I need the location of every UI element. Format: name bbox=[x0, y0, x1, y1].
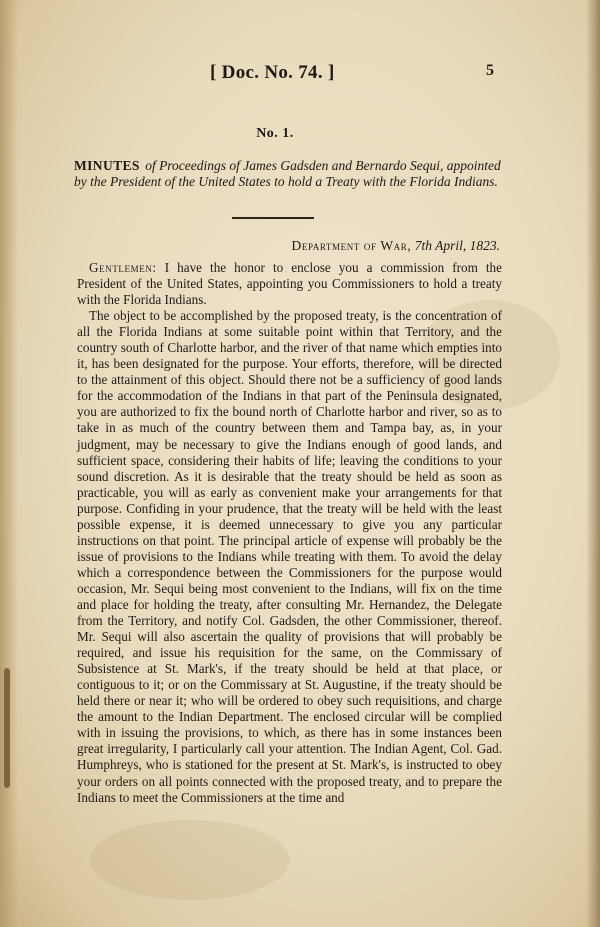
binding-thread bbox=[4, 668, 10, 788]
doc-number: [ Doc. No. 74. ] bbox=[210, 62, 335, 83]
divider-rule bbox=[232, 217, 314, 219]
paragraph-1-text: I have the honor to enclose you a commission from the President of the United States, appointing you Commissioners to hold a treaty with the Florida Indians. bbox=[77, 260, 503, 308]
page-edge-shadow bbox=[586, 0, 600, 927]
dateline bbox=[0, 238, 500, 254]
page-header bbox=[0, 62, 600, 88]
minutes-title-rest: of Proceedings of James Gadsden and Bernardo Sequi, appointed by the President of the United States to hold a Treaty with the Florida Indians. bbox=[74, 158, 501, 189]
page-number: 5 bbox=[486, 62, 494, 79]
letter-paragraph: The object to be accomplished by the proposed treaty, is the concentration of all the Florida Indians at some suitable point within that Territory, and the country south of Charlotte harbor, and the river of that name which empties into it, has been designated for the purpose. Your efforts, therefore, will be directed to the attainment of this object. Should there not be a sufficiency of good lands for the accommodation of the Indians in that part of the Peninsula designated, you are authorized to fix the bound north of Charlotte harbor and river, so as to take in as much of the country between them and Tampa bay, as, in your judgment, may be necessary to give the Indians enough of good lands, and sufficient space, considering their habits of life; leaving the conditions to your sound discretion. As it is desirable that the treaty should be held as soon as practicable, you will as early as convenient make your arrangements for that purpose. Confiding in your prudence, that the treaty will be held with the least possible expense, it is deemed unnecessary to give you any particular instructions on that point. The principal article of expense will probably be the issue of provisions to the Indians while treating with them. To avoid the delay which a correspondence between the Commissioners for the purpose would occasion, Mr. Sequi being most convenient to the Indians, will fix on the time and place for holding the treaty, after consulting Mr. Hernandez, the Delegate from the Territory, and notify Col. Gadsden, the other Commissioner, thereof. Mr. Sequi will also ascertain the quality of provisions that will probably be required, and issue his requisition for the same, on the Commissary of Subsistence at St. Mark's, if the treaty should be held at that place, or contiguous to it; or on the Commissary at St. Augustine, if the treaty should be held there or near it; who will be ordered to obey such requisitions, and charge the amount to the Indian Department. The enclosed circular will be complied with in issuing the provisions, to which, as there has in some instances been great irregularity, I particularly call your attention. The Indian Agent, Col. Gad. Humphreys, who is stationed for the present at St. Mark's, is instructed to obey your orders on all points connected with the proposed treaty, and to prepare the Indians to meet the Commissioners at the time and bbox=[77, 308, 502, 805]
dateline-department: Department of War, bbox=[291, 238, 412, 253]
letter-paragraph bbox=[77, 260, 502, 308]
minutes-title bbox=[74, 158, 504, 190]
letter-body bbox=[77, 260, 502, 806]
section-number: No. 1. bbox=[256, 126, 294, 141]
dateline-date: 7th April, 1823. bbox=[414, 238, 500, 253]
paper-stain bbox=[90, 820, 290, 900]
minutes-title-lead: MINUTES bbox=[74, 158, 140, 173]
salutation: Gentlemen: bbox=[89, 260, 157, 275]
